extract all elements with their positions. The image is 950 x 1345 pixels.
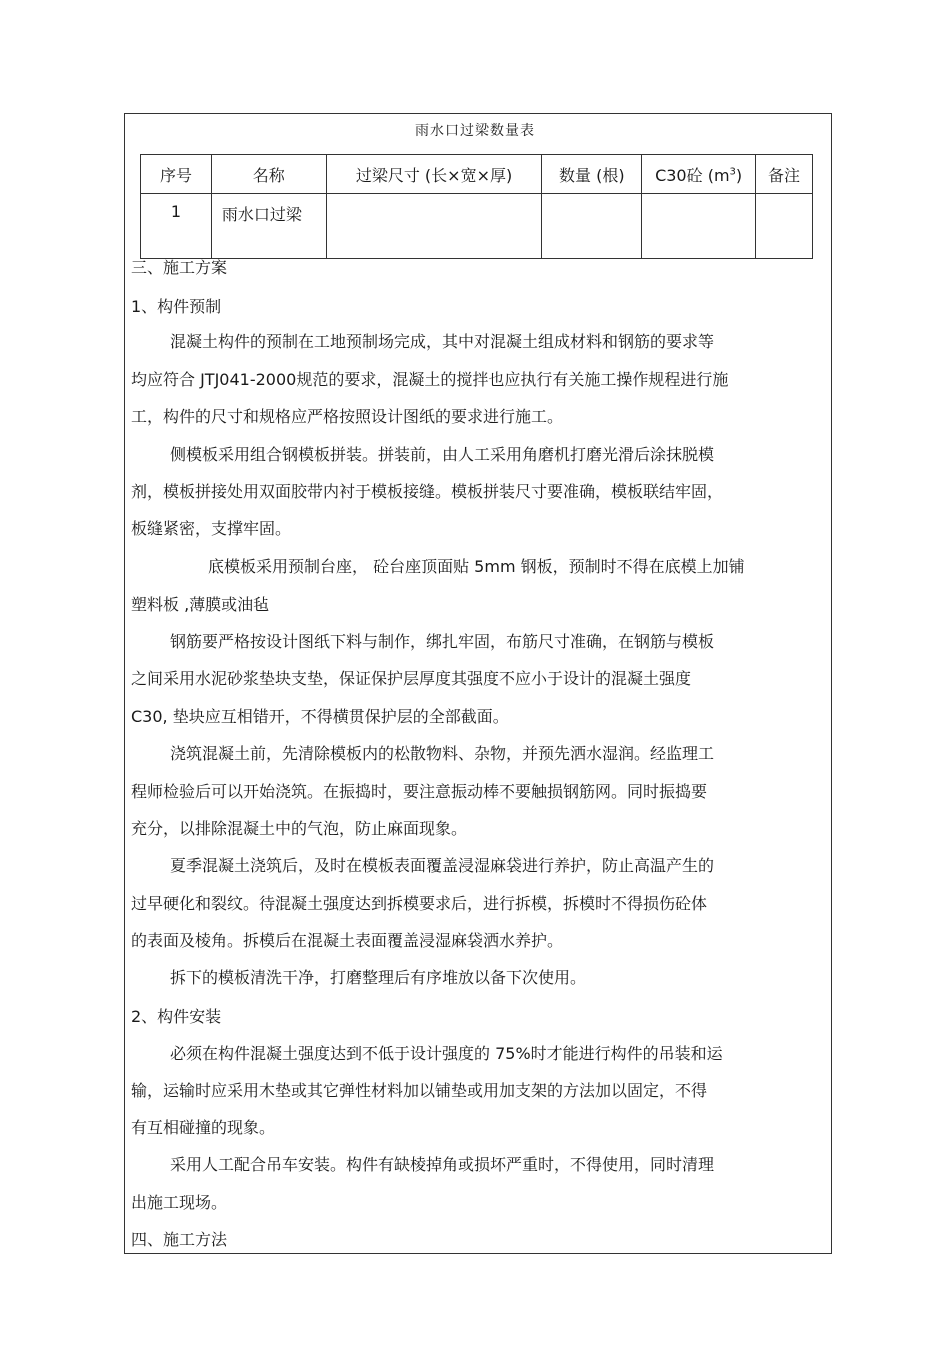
paragraph-line: 充分，以排除混凝土中的气泡，防止麻面现象。	[131, 819, 468, 838]
paragraph-line: 侧模板采用组合钢模板拼装。拼装前，由人工采用角磨机打磨光滑后涂抹脱模	[170, 445, 715, 464]
quantity-table	[140, 154, 813, 259]
paragraph-line: 的表面及棱角。拆模后在混凝土表面覆盖浸湿麻袋洒水养护。	[131, 931, 564, 950]
paragraph-line: 必须在构件混凝土强度达到不低于设计强度的 75%时才能进行构件的吊装和运	[170, 1044, 723, 1063]
paragraph-line: 过早硬化和裂纹。待混凝土强度达到拆模要求后，进行拆模，拆模时不得损伤砼体	[131, 894, 708, 913]
paragraph-line: 有互相碰撞的现象。	[131, 1118, 276, 1137]
cell-name: 雨水口过梁	[211, 194, 326, 259]
header-qty: 数量 (根)	[542, 155, 642, 194]
paragraph-line: 拆下的模板清洗干净，打磨整理后有序堆放以备下次使用。	[170, 968, 587, 987]
header-remark: 备注	[756, 155, 813, 194]
paragraph-line: 底模板采用预制台座， 砼台座顶面贴 5mm 钢板，预制时不得在底模上加铺	[208, 557, 745, 576]
paragraph-line: 夏季混凝土浇筑后，及时在模板表面覆盖浸湿麻袋进行养护，防止高温产生的	[170, 856, 715, 875]
cell-concrete	[642, 194, 756, 259]
paragraph-line: 板缝紧密，支撑牢固。	[131, 519, 292, 538]
paragraph-line: 均应符合 JTJ041-2000规范的要求，混凝土的搅拌也应执行有关施工操作规程进行施	[131, 370, 729, 389]
paragraph-line: 出施工现场。	[131, 1193, 228, 1212]
paragraph-line: 剂，模板拼接处用双面胶带内衬于模板接缝。模板拼装尺寸要准确，模板联结牢固，	[131, 482, 724, 501]
header-name: 名称	[211, 155, 326, 194]
paragraph-line: 钢筋要严格按设计图纸下料与制作，绑扎牢固，布筋尺寸准确，在钢筋与模板	[170, 632, 715, 651]
paragraph-line: 输，运输时应采用木垫或其它弹性材料加以铺垫或用加支架的方法加以固定，不得	[131, 1081, 708, 1100]
paragraph-line: 混凝土构件的预制在工地预制场完成，其中对混凝土组成材料和钢筋的要求等	[170, 332, 715, 351]
cell-qty	[542, 194, 642, 259]
paragraph-line: 浇筑混凝土前，先清除模板内的松散物料、杂物，并预先洒水湿润。经监理工	[170, 744, 715, 763]
sub-heading: 2、构件安装	[131, 1007, 222, 1026]
paragraph-line: 采用人工配合吊车安装。构件有缺棱掉角或损坏严重时，不得使用，同时清理	[170, 1155, 715, 1174]
table-title: 雨水口过梁数量表	[415, 123, 535, 139]
paragraph-line: 程师检验后可以开始浇筑。在振捣时，要注意振动棒不要触损钢筋网。同时振捣要	[131, 782, 708, 801]
cell-size	[326, 194, 542, 259]
section-heading: 三、施工方案	[131, 258, 228, 277]
header-no: 序号	[141, 155, 212, 194]
paragraph-line: 塑料板 ,薄膜或油毡	[131, 595, 270, 614]
paragraph-line: 工，构件的尺寸和规格应严格按照设计图纸的要求进行施工。	[131, 407, 564, 426]
table-header-row	[141, 155, 813, 194]
cell-remark	[756, 194, 813, 259]
section-heading: 四、施工方法	[131, 1230, 228, 1249]
paragraph-line: C30, 垫块应互相错开，不得横贯保护层的全部截面。	[131, 707, 509, 726]
sub-heading: 1、构件预制	[131, 297, 222, 316]
cell-no: 1	[141, 194, 212, 259]
table-row	[141, 194, 813, 259]
header-size: 过梁尺寸 (长×宽×厚)	[326, 155, 542, 194]
header-concrete: C30砼 $(m^3)$	[642, 155, 756, 194]
paragraph-line: 之间采用水泥砂浆垫块支垫，保证保护层厚度其强度不应小于设计的混凝土强度	[131, 669, 692, 688]
